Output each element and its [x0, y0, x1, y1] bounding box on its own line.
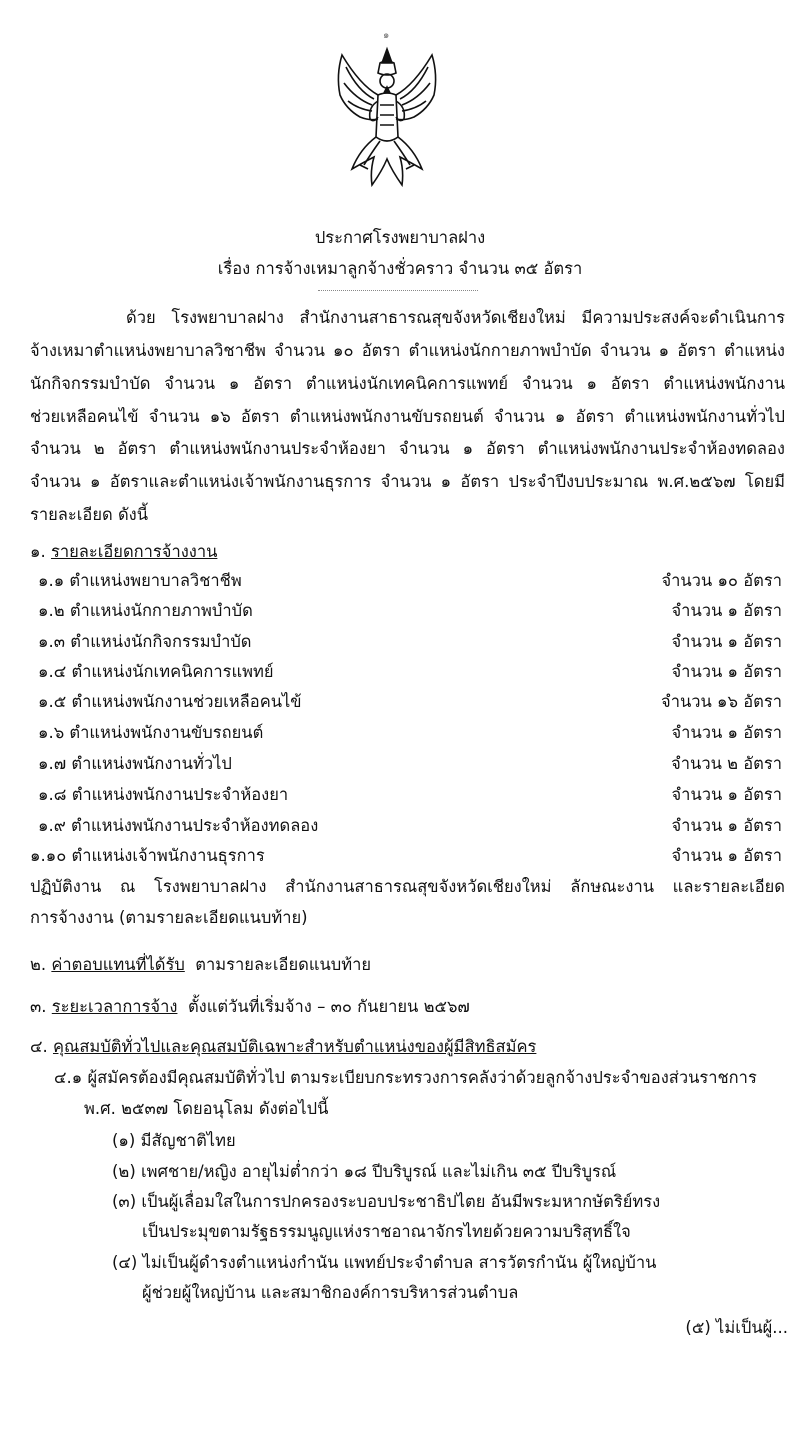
position-count: จำนวน ๒ อัตรา [671, 754, 782, 773]
section-1-note: ปฏิบัติงาน ณ โรงพยาบาลฝาง สำนักงานสาธารณสุขจังหวัดเชียงใหม่ ลักษณะงาน และรายละเอียด [30, 877, 785, 896]
position-label: ๑.๒ ตำแหน่งนักกายภาพบำบัด [38, 601, 253, 620]
position-label: ๑.๕ ตำแหน่งพนักงานช่วยเหลือคนไข้ [38, 692, 302, 711]
intro-line: ช่วยเหลือคนไข้ จำนวน ๑๖ อัตรา ตำแหน่งพนักงานขับรถยนต์ จำนวน ๑ อัตรา ตำแหน่งพนักงานทั่วไป [30, 407, 785, 426]
section-4-subitem: พ.ศ. ๒๕๓๗ โดยอนุโลม ดังต่อไปนี้ [84, 1099, 329, 1118]
position-label: ๑.๙ ตำแหน่งพนักงานประจำห้องทดลอง [38, 816, 319, 835]
qualification-item: (๔) ไม่เป็นผู้ดำรงตำแหน่งกำนัน แพทย์ประจำตำบล สารวัตรกำนัน ผู้ใหญ่บ้าน [112, 1253, 657, 1272]
position-count: จำนวน ๑๖ อัตรา [661, 692, 782, 711]
qualification-item: (๑) มีสัญชาติไทย [112, 1131, 236, 1150]
intro-line: จำนวน ๑ อัตราและตำแหน่งเจ้าพนักงานธุรการ จำนวน ๑ อัตรา ประจำปีงบประมาณ พ.ศ.๒๕๖๗ โดยมี [30, 472, 785, 491]
section-1-note: การจ้างงาน (ตามรายละเอียดแนบท้าย) [30, 908, 308, 927]
position-label: ๑.๑ ตำแหน่งพยาบาลวิชาชีพ [38, 571, 242, 590]
garuda-emblem [330, 45, 445, 190]
announcement-subject: เรื่อง การจ้างเหมาลูกจ้างชั่วคราว จำนวน ๓๕ อัตรา [217, 259, 583, 278]
page-continuation: (๕) ไม่เป็นผู้... [685, 1318, 788, 1337]
position-count: จำนวน ๑ อัตรา [671, 816, 782, 835]
qualification-item: (๓) เป็นผู้เลื่อมใสในการปกครองระบอบประชาธิปไตย อันมีพระมหากษัตริย์ทรง [112, 1192, 661, 1211]
title-divider [318, 290, 478, 291]
section-4-heading [30, 1037, 536, 1057]
section-number: ๔. [30, 1037, 48, 1056]
position-label: ๑.๗ ตำแหน่งพนักงานทั่วไป [38, 754, 232, 773]
position-count: จำนวน ๑ อัตรา [671, 601, 782, 620]
section-3 [30, 997, 470, 1017]
section-text: ตามรายละเอียดแนบท้าย [195, 955, 372, 974]
position-count: จำนวน ๑๐ อัตรา [661, 571, 782, 590]
position-label: ๑.๑๐ ตำแหน่งเจ้าพนักงานธุรการ [30, 846, 265, 865]
section-number: ๓. [30, 997, 47, 1016]
intro-line: จ้างเหมาตำแหน่งพยาบาลวิชาชีพ จำนวน ๑๐ อัตรา ตำแหน่งนักกายภาพบำบัด จำนวน ๑ อัตรา ตำแหน่ง [30, 341, 785, 360]
position-count: จำนวน ๑ อัตรา [671, 662, 782, 681]
section-1-heading [30, 542, 217, 562]
section-text: ตั้งแต่วันที่เริ่มจ้าง – ๓๐ กันยายน ๒๕๖๗ [187, 997, 470, 1016]
qualification-item: (๒) เพศชาย/หญิง อายุไม่ต่ำกว่า ๑๘ ปีบริบูรณ์ และไม่เกิน ๓๕ ปีบริบูรณ์ [112, 1162, 617, 1181]
qualification-item: ผู้ช่วยผู้ใหญ่บ้าน และสมาชิกองค์การบริหารส่วนตำบล [142, 1283, 519, 1302]
intro-line: นักกิจกรรมบำบัด จำนวน ๑ อัตรา ตำแหน่งนักเทคนิคการแพทย์ จำนวน ๑ อัตรา ตำแหน่งพนักงาน [30, 374, 785, 393]
intro-line: ด้วย โรงพยาบาลฝาง สำนักงานสาธารณสุขจังหวัดเชียงใหม่ มีความประสงค์จะดำเนินการ [126, 308, 785, 327]
section-title: รายละเอียดการจ้างงาน [50, 542, 218, 561]
position-label: ๑.๔ ตำแหน่งนักเทคนิคการแพทย์ [38, 662, 274, 681]
section-4-subitem: ๔.๑ ผู้สมัครต้องมีคุณสมบัติทั่วไป ตามระเบียบกระทรวงการคลังว่าด้วยลูกจ้างประจำของส่วนราชการ [54, 1068, 757, 1087]
position-count: จำนวน ๑ อัตรา [671, 785, 782, 804]
intro-line: จำนวน ๒ อัตรา ตำแหน่งพนักงานประจำห้องยา จำนวน ๑ อัตรา ตำแหน่งพนักงานประจำห้องทดลอง [30, 439, 785, 458]
section-title: ค่าตอบแทนที่ได้รับ [51, 955, 185, 974]
position-count: จำนวน ๑ อัตรา [671, 632, 782, 651]
section-2 [30, 955, 371, 975]
intro-line: รายละเอียด ดังนี้ [30, 505, 148, 524]
position-label: ๑.๘ ตำแหน่งพนักงานประจำห้องยา [38, 785, 289, 804]
section-number: ๒. [30, 955, 47, 974]
section-title: คุณสมบัติทั่วไปและคุณสมบัติเฉพาะสำหรับตำแหน่งของผู้มีสิทธิสมัคร [52, 1037, 537, 1056]
announcement-title: ประกาศโรงพยาบาลฝาง [314, 228, 486, 247]
position-label: ๑.๓ ตำแหน่งนักกิจกรรมบำบัด [38, 632, 252, 651]
section-title: ระยะเวลาการจ้าง [51, 997, 178, 1016]
section-number: ๑. [30, 542, 46, 561]
position-count: จำนวน ๑ อัตรา [671, 723, 782, 742]
position-count: จำนวน ๑ อัตรา [671, 846, 782, 865]
position-label: ๑.๖ ตำแหน่งพนักงานขับรถยนต์ [38, 723, 264, 742]
page-top-mark: ๑ [383, 30, 390, 41]
qualification-item: เป็นประมุขตามรัฐธรรมนูญแห่งราชอาณาจักรไทยด้วยความบริสุทธิ์ใจ [142, 1222, 631, 1241]
